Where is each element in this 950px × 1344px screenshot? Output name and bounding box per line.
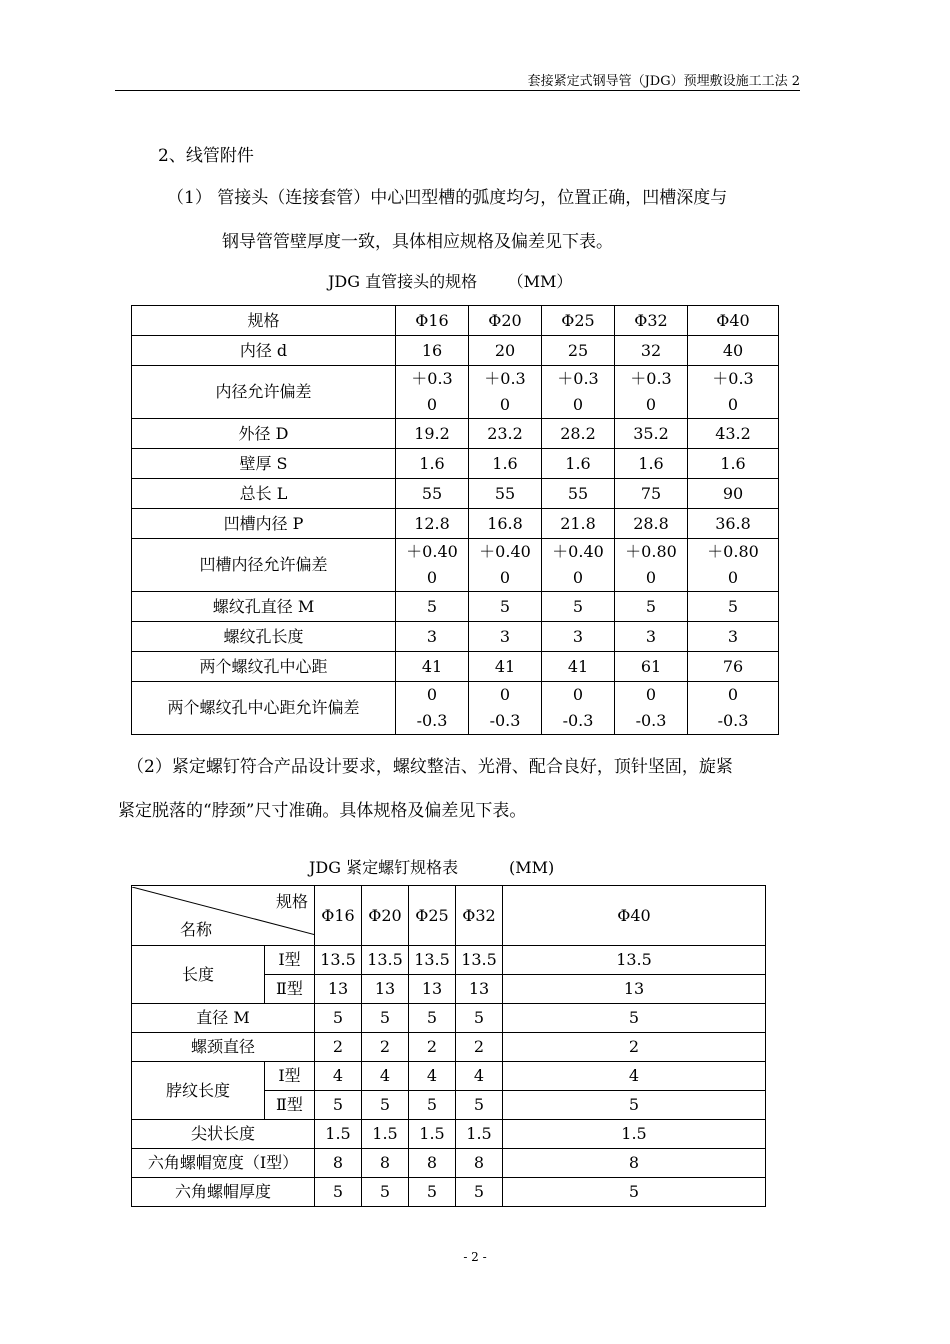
row-label: 尖状长度: [132, 1120, 315, 1149]
table-cell: 8: [315, 1149, 362, 1178]
row-label: 螺颈直径: [132, 1033, 315, 1062]
table-cell: 5: [362, 1178, 409, 1207]
header-cell: Φ20: [469, 306, 542, 336]
cell-line-upper: ＋0.40: [406, 542, 458, 561]
cell-line-upper: 0: [727, 685, 739, 704]
cell-line-lower: 0: [499, 568, 511, 587]
table-row: [132, 652, 779, 682]
row-label: 壁厚 S: [132, 449, 396, 479]
table-cell: 41: [396, 652, 469, 682]
table-row: [132, 592, 779, 622]
row-label: 螺纹孔长度: [132, 622, 396, 652]
table-row: [132, 366, 779, 419]
table-cell: 1.6: [688, 449, 779, 479]
cell-line-lower: 0: [572, 395, 584, 414]
row-label: 螺纹孔直径 M: [132, 592, 396, 622]
table-cell: 1.5: [503, 1120, 766, 1149]
row-label: 外径 D: [132, 419, 396, 449]
table-cell: 4: [409, 1062, 456, 1091]
type-label: Ⅱ型: [265, 1091, 315, 1120]
paragraph-2-line-2: 紧定脱落的“脖颈”尺寸准确。具体规格及偏差见下表。: [118, 801, 527, 821]
table-cell: 20: [469, 336, 542, 366]
table-cell: 5: [503, 1004, 766, 1033]
table-cell: 23.2: [469, 419, 542, 449]
header-cell: Φ32: [456, 886, 503, 946]
table-cell: 5: [503, 1091, 766, 1120]
table-cell: 1.5: [409, 1120, 456, 1149]
table-row: [132, 419, 779, 449]
type-label: Ⅱ型: [265, 975, 315, 1004]
cell-line-upper: 0: [645, 685, 657, 704]
table-cell: 3: [542, 622, 615, 652]
table2-caption: JDG 紧定螺钉规格表 (MM): [309, 858, 555, 877]
table-cell: 4: [315, 1062, 362, 1091]
table-cell: 4: [503, 1062, 766, 1091]
cell-line-upper: 0: [499, 685, 511, 704]
table-cell: [615, 539, 688, 592]
table-cell: 55: [396, 479, 469, 509]
table-cell: 76: [688, 652, 779, 682]
header-cell: Φ25: [409, 886, 456, 946]
table-cell: 8: [456, 1149, 503, 1178]
table-cell: 13.5: [362, 946, 409, 975]
row-label: 两个螺纹孔中心距: [132, 652, 396, 682]
cell-line-upper: ＋0.40: [479, 542, 531, 561]
page-number: - 2 -: [463, 1250, 487, 1264]
table-cell: [688, 539, 779, 592]
table-cell: 13: [315, 975, 362, 1004]
cell-line-upper: ＋0.3: [411, 369, 453, 388]
table-row: [132, 509, 779, 539]
table-cell: 13: [456, 975, 503, 1004]
table-cell: [688, 682, 779, 735]
table-row: [132, 539, 779, 592]
type-label: Ⅰ型: [265, 946, 315, 975]
table-row: [132, 449, 779, 479]
table-cell: [542, 366, 615, 419]
cell-line-lower: -0.3: [489, 711, 521, 730]
table-cell: 5: [396, 592, 469, 622]
table-cell: 13.5: [409, 946, 456, 975]
table-cell: 13: [362, 975, 409, 1004]
table-cell: [542, 682, 615, 735]
cell-line-lower: 0: [727, 568, 739, 587]
paragraph-1-line-2: 钢导管管壁厚度一致，具体相应规格及偏差见下表。: [222, 232, 613, 252]
corner-name-label: 名称: [180, 919, 213, 939]
table-cell: 5: [362, 1004, 409, 1033]
table-cell: 5: [409, 1091, 456, 1120]
table-cell: 1.6: [542, 449, 615, 479]
header-cell: Φ25: [542, 306, 615, 336]
cell-line-upper: ＋0.3: [630, 369, 672, 388]
table-cell: 8: [409, 1149, 456, 1178]
cell-line-lower: 0: [426, 395, 438, 414]
cell-line-upper: ＋0.3: [484, 369, 526, 388]
table-cell: 75: [615, 479, 688, 509]
table-cell: 16.8: [469, 509, 542, 539]
table-cell: 5: [456, 1178, 503, 1207]
table-cell: 36.8: [688, 509, 779, 539]
pipe-joint-spec-table: [131, 305, 779, 735]
row-label: 凹槽内径 P: [132, 509, 396, 539]
table-cell: 2: [409, 1033, 456, 1062]
corner-spec-label: 规格: [275, 891, 308, 911]
table-cell: 5: [469, 592, 542, 622]
table-cell: 21.8: [542, 509, 615, 539]
header-cell: Φ40: [503, 886, 766, 946]
table-cell: 5: [456, 1004, 503, 1033]
table-cell: [469, 682, 542, 735]
table-cell: 32: [615, 336, 688, 366]
table-cell: [469, 539, 542, 592]
table-cell: 13.5: [503, 946, 766, 975]
row-label: 脖纹长度: [132, 1062, 265, 1120]
table-cell: 5: [456, 1091, 503, 1120]
row-label: 总长 L: [132, 479, 396, 509]
table-cell: 28.8: [615, 509, 688, 539]
table-cell: 1.6: [396, 449, 469, 479]
table-cell: 8: [362, 1149, 409, 1178]
table-cell: 12.8: [396, 509, 469, 539]
cell-line-lower: -0.3: [562, 711, 594, 730]
page-header: 套接紧定式钢导管（JDG）预埋敷设施工工法 2: [115, 70, 800, 91]
table-cell: 1.5: [456, 1120, 503, 1149]
table-cell: 55: [469, 479, 542, 509]
table-cell: [615, 682, 688, 735]
row-label: 凹槽内径允许偏差: [132, 539, 396, 592]
header-cell: Φ40: [688, 306, 779, 336]
table-cell: 5: [688, 592, 779, 622]
table-cell: 25: [542, 336, 615, 366]
table-cell: 5: [615, 592, 688, 622]
cell-line-lower: -0.3: [717, 711, 749, 730]
table-cell: [396, 366, 469, 419]
cell-line-upper: ＋0.3: [557, 369, 599, 388]
cell-line-lower: 0: [499, 395, 511, 414]
table-cell: [469, 366, 542, 419]
header-cell: 规格: [132, 306, 396, 336]
table-cell: 55: [542, 479, 615, 509]
table-cell: 40: [688, 336, 779, 366]
header-cell: Φ16: [396, 306, 469, 336]
cell-line-lower: -0.3: [416, 711, 448, 730]
table-cell: 13.5: [315, 946, 362, 975]
paragraph-1-line-1: （1） 管接头（连接套管）中心凹型槽的弧度均匀，位置正确，凹槽深度与: [167, 188, 728, 208]
row-label: 长度: [132, 946, 265, 1004]
table-cell: 5: [542, 592, 615, 622]
table-cell: [542, 539, 615, 592]
corner-header-cell: [132, 886, 315, 946]
table-cell: 5: [362, 1091, 409, 1120]
table-cell: 3: [396, 622, 469, 652]
table-row: [132, 479, 779, 509]
table-cell: 5: [409, 1004, 456, 1033]
row-label: 直径 M: [132, 1004, 315, 1033]
header-cell: Φ20: [362, 886, 409, 946]
table-cell: 13: [503, 975, 766, 1004]
table-cell: 16: [396, 336, 469, 366]
row-label: 内径 d: [132, 336, 396, 366]
row-label: 两个螺纹孔中心距允许偏差: [132, 682, 396, 735]
table-cell: 43.2: [688, 419, 779, 449]
table-cell: [396, 539, 469, 592]
set-screw-spec-table: [131, 885, 766, 1207]
row-label: 内径允许偏差: [132, 366, 396, 419]
cell-line-lower: 0: [645, 395, 657, 414]
section-title: 2、线管附件: [158, 146, 254, 166]
table-row: [132, 336, 779, 366]
table-cell: 3: [469, 622, 542, 652]
table-cell: 5: [315, 1178, 362, 1207]
cell-line-upper: ＋0.40: [552, 542, 604, 561]
paragraph-2-line-1: （2）紧定螺钉符合产品设计要求，螺纹整洁、光滑、配合良好，顶针坚固，旋紧: [127, 757, 733, 777]
table-cell: 1.5: [362, 1120, 409, 1149]
table-cell: 5: [503, 1178, 766, 1207]
cell-line-lower: 0: [572, 568, 584, 587]
table1-caption: JDG 直管接头的规格 （MM）: [328, 272, 573, 291]
row-label: 六角螺帽宽度（Ⅰ型）: [132, 1149, 315, 1178]
table-cell: 35.2: [615, 419, 688, 449]
table-cell: [615, 366, 688, 419]
table-cell: 90: [688, 479, 779, 509]
table-cell: 1.5: [315, 1120, 362, 1149]
table-cell: 8: [503, 1149, 766, 1178]
table-cell: 2: [315, 1033, 362, 1062]
row-label: 六角螺帽厚度: [132, 1178, 315, 1207]
cell-line-upper: ＋0.80: [707, 542, 759, 561]
table-cell: 5: [315, 1004, 362, 1033]
header-cell: Φ32: [615, 306, 688, 336]
header-cell: Φ16: [315, 886, 362, 946]
table-cell: 2: [503, 1033, 766, 1062]
table-row: [132, 682, 779, 735]
cell-line-upper: ＋0.3: [712, 369, 754, 388]
cell-line-lower: 0: [645, 568, 657, 587]
table-cell: 1.6: [615, 449, 688, 479]
table-cell: 5: [315, 1091, 362, 1120]
table-cell: 41: [542, 652, 615, 682]
table-cell: 2: [456, 1033, 503, 1062]
table-cell: 61: [615, 652, 688, 682]
table-cell: 13.5: [456, 946, 503, 975]
table-cell: 28.2: [542, 419, 615, 449]
table-cell: 4: [456, 1062, 503, 1091]
type-label: Ⅰ型: [265, 1062, 315, 1091]
cell-line-upper: 0: [572, 685, 584, 704]
cell-line-lower: 0: [727, 395, 739, 414]
table-cell: [688, 366, 779, 419]
table-cell: 3: [688, 622, 779, 652]
table-cell: 3: [615, 622, 688, 652]
table-cell: 41: [469, 652, 542, 682]
cell-line-upper: 0: [426, 685, 438, 704]
table-row: [132, 622, 779, 652]
table-cell: 4: [362, 1062, 409, 1091]
table-cell: 2: [362, 1033, 409, 1062]
cell-line-lower: -0.3: [635, 711, 667, 730]
table-cell: 1.6: [469, 449, 542, 479]
table-cell: 5: [409, 1178, 456, 1207]
table-cell: 19.2: [396, 419, 469, 449]
table-cell: [396, 682, 469, 735]
cell-line-lower: 0: [426, 568, 438, 587]
table-cell: 13: [409, 975, 456, 1004]
cell-line-upper: ＋0.80: [625, 542, 677, 561]
